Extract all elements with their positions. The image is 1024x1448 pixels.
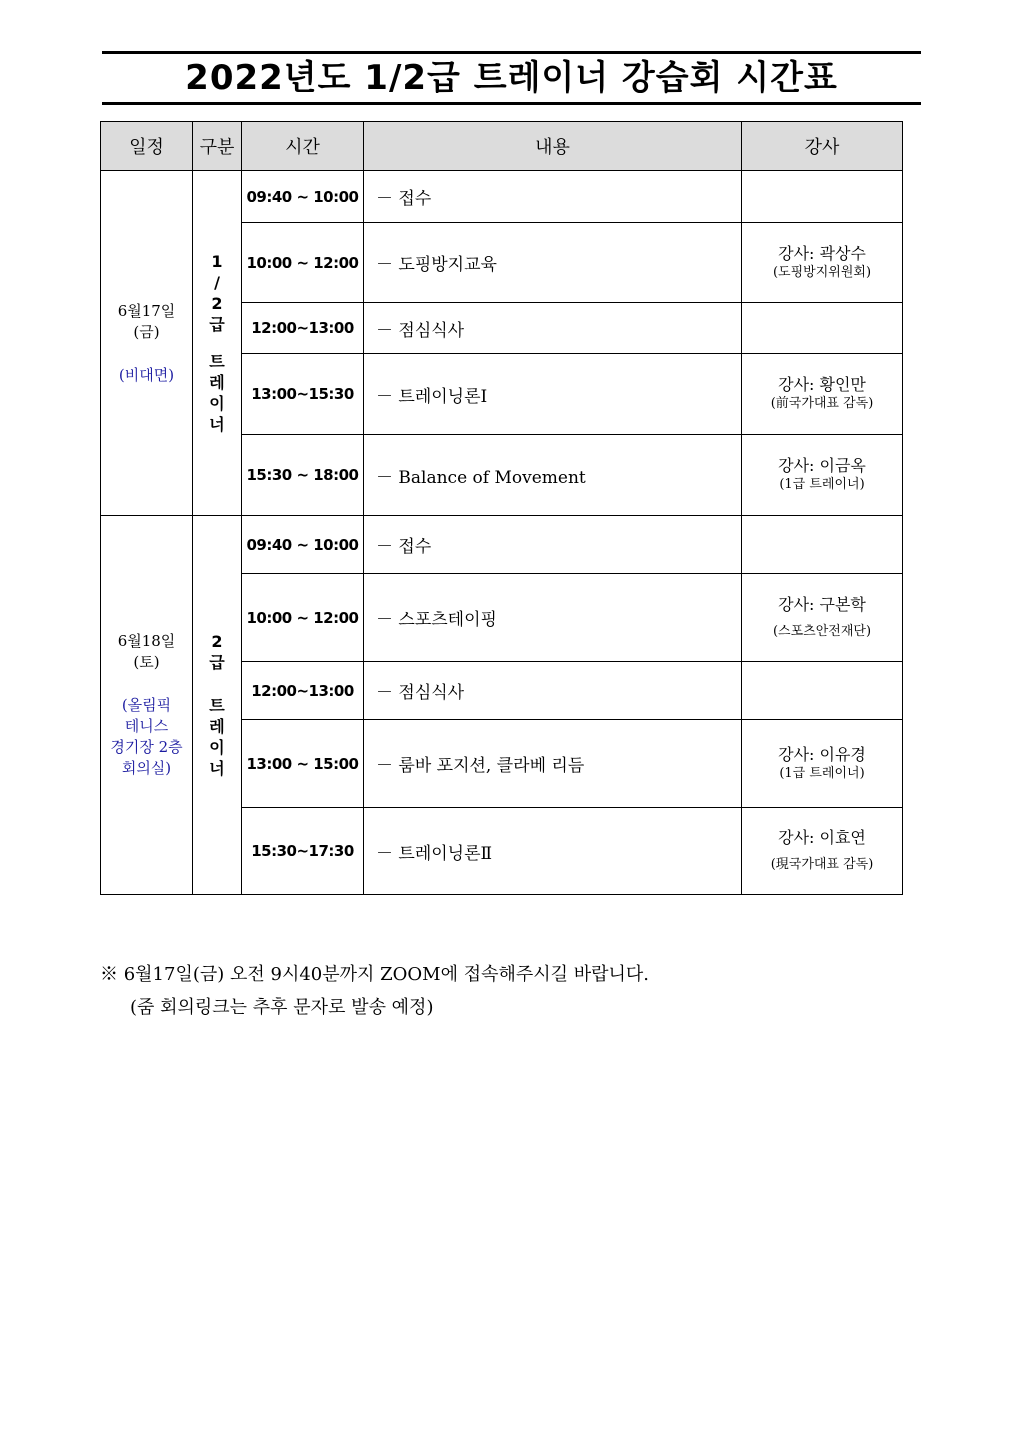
instructor-note: (1급 트레이너) (779, 765, 865, 781)
day2-category (193, 516, 242, 895)
time-cell: 12:00~13:00 (242, 662, 364, 720)
time-cell: 10:00 ~ 12:00 (242, 574, 364, 662)
day2-category-char: 급 (209, 653, 225, 672)
time-cell: 15:30~17:30 (242, 808, 364, 895)
table-row (101, 516, 903, 574)
header-content: 내용 (364, 122, 742, 171)
day1-category-char: 이 (209, 394, 225, 413)
header-time: 시간 (242, 122, 364, 171)
day2-weekday: (토) (133, 653, 160, 671)
instructor-cell (742, 435, 903, 516)
time-cell: 13:00 ~ 15:00 (242, 720, 364, 808)
day1-category-char: 레 (209, 373, 225, 392)
instructor-cell (742, 662, 903, 720)
content-cell: － 점심식사 (364, 662, 742, 720)
instructor-note: (現국가대표 감독) (770, 857, 874, 872)
content-cell: － 룸바 포지션, 클라베 리듬 (364, 720, 742, 808)
day1-place: (비대면) (118, 365, 175, 384)
instructor-name: 강사: 이유경 (778, 744, 866, 764)
table-row (101, 171, 903, 223)
instructor-note: (前국가대표 감독) (770, 396, 874, 411)
content-cell: － Balance of Movement (364, 435, 742, 516)
time-cell: 09:40 ~ 10:00 (242, 516, 364, 574)
day1-category-char: 급 (209, 315, 225, 334)
day1-category (193, 171, 242, 516)
day2-date-cell (101, 516, 193, 895)
instructor-cell (742, 223, 903, 303)
day1-category-char: 2 (211, 294, 223, 313)
day1-category-char: 트 (209, 352, 225, 371)
day2-place-line: 회의실) (121, 759, 172, 777)
instructor-name: 강사: 이금옥 (778, 456, 866, 475)
instructor-name: 강사: 황인만 (778, 375, 866, 394)
notice (100, 958, 649, 1024)
content-cell: － 접수 (364, 171, 742, 223)
day2-category-char: 이 (209, 738, 225, 757)
day2-place-line: 테니스 (124, 717, 169, 735)
day2-place-line: 경기장 2층 (110, 738, 183, 756)
instructor-cell (742, 808, 903, 895)
instructor-cell (742, 354, 903, 435)
content-cell: － 접수 (364, 516, 742, 574)
day2-date: 6월18일 (117, 632, 176, 650)
day1-category-char: 너 (209, 415, 225, 434)
content-cell: － 도핑방지교육 (364, 223, 742, 303)
day2-category-char: 2 (211, 632, 223, 651)
instructor-cell (742, 516, 903, 574)
day1-date-cell (101, 171, 193, 516)
notice-line-2: (줌 회의링크는 추후 문자로 발송 예정) (130, 997, 434, 1018)
instructor-note: (1급 트레이너) (779, 477, 865, 492)
time-cell: 10:00 ~ 12:00 (242, 223, 364, 303)
instructor-cell (742, 574, 903, 662)
day2-category-char: 트 (209, 696, 225, 715)
day1-date: 6월17일 (117, 301, 176, 320)
time-cell: 15:30 ~ 18:00 (242, 435, 364, 516)
title-box (102, 51, 921, 105)
day2-category-char: 너 (209, 759, 225, 778)
notice-line-1: ※ 6월17일(금) 오전 9시40분까지 ZOOM에 접속해주시길 바랍니다. (100, 964, 650, 985)
header-category: 구분 (193, 122, 242, 171)
schedule-table (100, 121, 903, 895)
header-instructor: 강사 (742, 122, 903, 171)
day2-category-char: 레 (209, 717, 225, 736)
time-cell: 09:40 ~ 10:00 (242, 171, 364, 223)
instructor-name: 강사: 이효연 (778, 828, 866, 847)
instructor-cell (742, 720, 903, 808)
instructor-cell (742, 171, 903, 223)
time-cell: 12:00~13:00 (242, 303, 364, 354)
day1-category-char: / (214, 273, 220, 292)
day1-weekday: (금) (133, 322, 160, 341)
content-cell: － 트레이닝론Ⅱ (364, 808, 742, 895)
day1-category-char: 1 (211, 252, 223, 271)
content-cell: － 점심식사 (364, 303, 742, 354)
instructor-name: 강사: 곽상수 (778, 243, 866, 263)
header-row (101, 122, 903, 171)
instructor-cell (742, 303, 903, 354)
instructor-note: (도핑방지위원회) (772, 264, 872, 280)
instructor-note: (스포츠안전재단) (772, 623, 872, 639)
content-cell: － 트레이닝론Ⅰ (364, 354, 742, 435)
header-date: 일정 (101, 122, 193, 171)
instructor-name: 강사: 구본학 (778, 594, 866, 614)
page-title: 2022년도 1/2급 트레이너 강습회 시간표 (185, 58, 838, 98)
day2-place-line: (올림픽 (121, 696, 172, 714)
title-bottom-rule (102, 102, 921, 105)
time-cell: 13:00~15:30 (242, 354, 364, 435)
content-cell: － 스포츠테이핑 (364, 574, 742, 662)
